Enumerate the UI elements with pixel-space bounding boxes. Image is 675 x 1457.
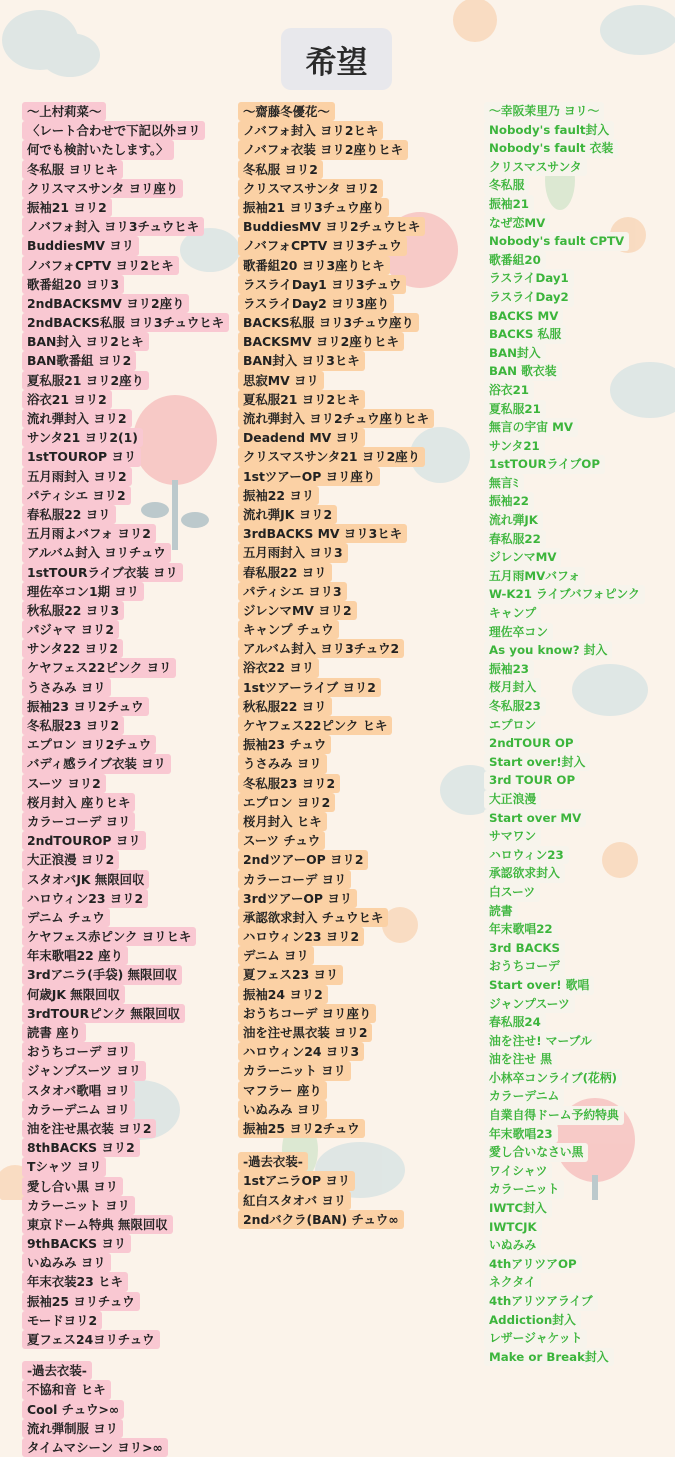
list-item: 夏私服21 ヨリ2ヒキ [238, 390, 365, 409]
list-item: W-K21 ライブバフォピンク [484, 585, 645, 604]
list-item: クリスマスサンタ ヨリ2 [238, 179, 383, 198]
list-item: 振袖25 ヨリチュウ [22, 1292, 140, 1311]
list-item: 大正浪漫 [484, 790, 541, 809]
list-item: ネクタイ [484, 1273, 541, 1292]
list-item: スタオバ歌唱 ヨリ [22, 1081, 135, 1100]
list-item: キャンプ チュウ [238, 620, 339, 639]
list-item: キャンプ [484, 604, 541, 623]
list-item: 〈レート合わせで下記以外ヨリ [22, 121, 205, 140]
list-item: Make or Break封入 [484, 1348, 614, 1367]
list-item: なぜ恋MV [484, 214, 550, 233]
list-item: ワイシャツ [484, 1162, 552, 1181]
list-item: 五月雨封入 ヨリ3 [238, 543, 348, 562]
list-item: BAN歌番組 ヨリ2 [22, 351, 136, 370]
list-item: エプロン ヨリ2チュウ [22, 735, 156, 754]
list-item: カラーデニム [484, 1087, 564, 1106]
list-item: Start over! 歌唱 [484, 976, 594, 995]
list-item: 振袖22 [484, 492, 534, 511]
list-item: カラーコーデ ヨリ [238, 870, 351, 889]
past-costume-item: タイムマシーン ヨリ>∞ [22, 1438, 168, 1457]
past-costume-item: Cool チュウ>∞ [22, 1400, 124, 1419]
list-item: BAN封入 ヨリ2ヒキ [22, 332, 149, 351]
list-item: 春私服24 [484, 1013, 546, 1032]
list-item: 承認欲求封入 [484, 864, 565, 883]
list-item: アルバム封入 ヨリチュウ [22, 543, 171, 562]
list-item: 油を注せ 黒 [484, 1050, 557, 1069]
list-item: Nobody's fault 衣装 [484, 139, 618, 158]
list-item: おうちコーデ [484, 957, 565, 976]
list-item: カラーニット [484, 1180, 564, 1199]
list-item: 小林卒コンライブ(花柄) [484, 1069, 622, 1088]
list-item: いぬみみ ヨリ [22, 1253, 111, 1272]
list-item: 振袖21 [484, 195, 534, 214]
list-item: 愛し合いなさい黒 [484, 1143, 588, 1162]
list-item: 自業自得ドーム予約特典 [484, 1106, 624, 1125]
list-item: 無言の宇宙 MV [484, 418, 578, 437]
list-item: 五月雨MVバフォ [484, 567, 585, 586]
list-item: 3rd BACKS [484, 939, 565, 958]
list-item: BAN封入 [484, 344, 546, 363]
list-item: Tシャツ ヨリ [22, 1157, 106, 1176]
past-costume-item: 2ndバクラ(BAN) チュウ∞ [238, 1210, 404, 1229]
list-item: ノバフォCPTV ヨリ3チュウ [238, 236, 407, 255]
list-item: 年末衣装23 ヒキ [22, 1272, 128, 1291]
list-item: 浴衣21 ヨリ2 [22, 390, 112, 409]
list-item: BACKS私服 ヨリ3チュウ座り [238, 313, 419, 332]
list-item: 1stツアーライブ ヨリ2 [238, 678, 381, 697]
past-costume-item: 不協和音 ヒキ [22, 1380, 111, 1399]
list-item: ジレンマMV ヨリ2 [238, 601, 357, 620]
list-item: 4thアリツアライブ [484, 1292, 598, 1311]
list-item: BAN 歌衣装 [484, 362, 562, 381]
list-item: ハロウィン23 ヨリ2 [22, 889, 148, 908]
list-item: Addiction封入 [484, 1311, 581, 1330]
list-item: レザージャケット [484, 1329, 587, 1348]
list-item: パジャマ ヨリ2 [22, 620, 119, 639]
list-item: IWTC封入 [484, 1199, 552, 1218]
list-item: スーツ チュウ [238, 831, 325, 850]
list-item: BACKS MV [484, 307, 563, 326]
list-item: スーツ ヨリ2 [22, 774, 106, 793]
list-item: 1stTOURライブOP [484, 455, 605, 474]
list-item: 流れ弾封入 ヨリ2チュウ座りヒキ [238, 409, 434, 428]
list-item: 2ndツアーOP ヨリ2 [238, 850, 368, 869]
list-item: ジャンプスーツ ヨリ [22, 1061, 146, 1080]
list-item: 秋私服22 ヨリ3 [22, 601, 124, 620]
list-item: 承認欲求封入 チュウヒキ [238, 908, 388, 927]
list-item: 3rdBACKS MV ヨリ3ヒキ [238, 524, 407, 543]
list-item: 振袖23 [484, 660, 534, 679]
list-item: 3rdアニラ(手袋) 無限回収 [22, 965, 182, 984]
list-item: 五月雨よバフォ ヨリ2 [22, 524, 156, 543]
list-item: 冬私服 [484, 176, 529, 195]
list-item: 桜月封入 [484, 678, 541, 697]
list-item: ～齋藤冬優花～ [238, 102, 335, 121]
list-item: クリスマスサンタ21 ヨリ2座り [238, 447, 425, 466]
list-item: ジレンマMV [484, 548, 561, 567]
list-item: 歌番組20 [484, 251, 546, 270]
list-item: 8thBACKS ヨリ2 [22, 1138, 140, 1157]
list-item: BACKS 私服 [484, 325, 566, 344]
list-item: ラスライDay2 [484, 288, 574, 307]
list-item: モードヨリ2 [22, 1311, 102, 1330]
list-item: 2ndBACKSMV ヨリ2座り [22, 294, 189, 313]
page-title: 希望 [281, 28, 392, 90]
list-item: うさみみ ヨリ [22, 678, 111, 697]
list-item: 五月雨封入 ヨリ2 [22, 467, 132, 486]
list-item: 浴衣22 ヨリ [238, 658, 319, 677]
list-item: 読書 [484, 902, 518, 921]
list-item: 振袖23 ヨリ2チュウ [22, 697, 149, 716]
list-item: ラスライDay2 ヨリ3座り [238, 294, 394, 313]
list-item: サンタ22 ヨリ2 [22, 639, 123, 658]
list-item: 思寂MV ヨリ [238, 371, 324, 390]
list-item: おうちコーデ ヨリ [22, 1042, 135, 1061]
list-item: 油を注せ黒衣装 ヨリ2 [22, 1119, 156, 1138]
list-item: バディ感ライブ衣装 ヨリ [22, 754, 171, 773]
list-item: アルバム封入 ヨリ3チュウ2 [238, 639, 404, 658]
list-item: 桜月封入 ヒキ [238, 812, 327, 831]
list-item: 春私服22 ヨリ [22, 505, 116, 524]
list-item: 油を注せ黒衣装 ヨリ2 [238, 1023, 372, 1042]
list-item: BuddiesMV ヨリ2チュウヒキ [238, 217, 425, 236]
list-item: エプロン ヨリ2 [238, 793, 335, 812]
list-item: 3rdTOURピンク 無限回収 [22, 1004, 185, 1023]
member-list-uemura [22, 102, 234, 1457]
list-item: 1stツアーOP ヨリ座り [238, 467, 380, 486]
list-item: 桜月封入 座りヒキ [22, 793, 135, 812]
list-item: ～幸阪茉里乃 ヨリ～ [484, 102, 604, 121]
list-item: 白スーツ [484, 883, 540, 902]
list-item: 年末歌唱23 [484, 1125, 558, 1144]
list-item: 年末歌唱22 [484, 920, 558, 939]
list-item: BAN封入 ヨリ3ヒキ [238, 351, 365, 370]
list-item: 流れ弾JK [484, 511, 543, 530]
list-item: 4thアリツアOP [484, 1255, 582, 1274]
list-item: 流れ弾封入 ヨリ2 [22, 409, 132, 428]
past-costume-item: 紅白スタオバ ヨリ [238, 1191, 351, 1210]
list-item: いぬみみ [484, 1236, 541, 1255]
list-item: サマワン [484, 827, 541, 846]
list-item: Start over MV [484, 809, 586, 828]
list-item: 3rd TOUR OP [484, 771, 580, 790]
list-item: ノバフォ封入 ヨリ2ヒキ [238, 121, 383, 140]
past-costume-item: 1stアニラOP ヨリ [238, 1171, 355, 1190]
list-item: ノバフォ衣装 ヨリ2座りヒキ [238, 140, 408, 159]
list-item: 愛し合い黒 ヨリ [22, 1177, 123, 1196]
member-list-kosaka [484, 102, 662, 1366]
list-item: 2ndTOUROP ヨリ [22, 831, 146, 850]
list-item: 理佐卒コン1期 ヨリ [22, 582, 144, 601]
list-item: 春私服22 [484, 530, 546, 549]
list-item: 年末歌唱22 座り [22, 946, 128, 965]
list-item: 振袖21 ヨリ2 [22, 198, 112, 217]
list-item: サンタ21 [484, 437, 545, 456]
list-item: 振袖24 ヨリ2 [238, 985, 328, 1004]
list-item: 2ndBACKS私服 ヨリ3チュウヒキ [22, 313, 229, 332]
list-item: 夏フェス24ヨリチュウ [22, 1330, 160, 1349]
list-item: ケヤフェス22ピンク ヒキ [238, 716, 392, 735]
list-item: 1stTOURライブ衣装 ヨリ [22, 563, 183, 582]
list-item: 夏私服21 ヨリ2座り [22, 371, 149, 390]
list-item: 理佐卒コン [484, 623, 553, 642]
list-item: 冬私服23 ヨリ2 [22, 716, 124, 735]
list-item: 読書 座り [22, 1023, 86, 1042]
list-item: 浴衣21 [484, 381, 534, 400]
list-item: 冬私服 ヨリヒキ [22, 160, 123, 179]
list-item: 春私服22 ヨリ [238, 563, 332, 582]
list-item: デニム ヨリ [238, 946, 314, 965]
list-item: ノバフォ封入 ヨリ3チュウヒキ [22, 217, 204, 236]
list-item: 無言ﾐ [484, 474, 524, 493]
list-item: ジャンプスーツ [484, 995, 575, 1014]
list-item: 冬私服23 ヨリ2 [238, 774, 340, 793]
list-item: Deadend MV ヨリ [238, 428, 365, 447]
list-item: 9thBACKS ヨリ [22, 1234, 131, 1253]
list-item: ラスライDay1 ヨリ3チュウ [238, 275, 406, 294]
list-item: 振袖22 ヨリ [238, 486, 319, 505]
list-item: おうちコーデ ヨリ座り [238, 1004, 376, 1023]
list-item: Start over!封入 [484, 753, 590, 772]
list-item: 流れ弾JK ヨリ2 [238, 505, 337, 524]
list-item: 2ndTOUR OP [484, 734, 579, 753]
list-item: カラーニット ヨリ [22, 1196, 135, 1215]
list-item: 振袖25 ヨリ2チュウ [238, 1119, 365, 1138]
list-item: BuddiesMV ヨリ [22, 236, 139, 255]
list-item: ケヤフェス赤ピンク ヨリヒキ [22, 927, 196, 946]
list-item: ハロウィン24 ヨリ3 [238, 1042, 364, 1061]
list-item: パティシエ ヨリ2 [22, 486, 131, 505]
list-item: 冬私服 ヨリ2 [238, 160, 323, 179]
list-item: 1stTOUROP ヨリ [22, 447, 141, 466]
list-item: パティシエ ヨリ3 [238, 582, 347, 601]
past-costume-item: -過去衣装- [22, 1361, 92, 1380]
list-item: 東京ドーム特典 無限回収 [22, 1215, 173, 1234]
list-item: ノバフォCPTV ヨリ2ヒキ [22, 256, 179, 275]
list-item: Nobody's fault封入 [484, 121, 614, 140]
past-costume-item: -過去衣装- [238, 1152, 308, 1171]
list-item: 冬私服23 [484, 697, 546, 716]
list-item: カラーデニム ヨリ [22, 1100, 135, 1119]
list-item: ケヤフェス22ピンク ヨリ [22, 658, 176, 677]
list-item: 何でも検討いたします。〉 [22, 140, 174, 159]
list-item: 大正浪漫 ヨリ2 [22, 850, 119, 869]
list-item: 何歳JK 無限回収 [22, 985, 125, 1004]
member-list-saito [238, 102, 468, 1229]
list-item: カラーコーデ ヨリ [22, 812, 135, 831]
list-item: 3rdツアーOP ヨリ [238, 889, 357, 908]
list-item: サンタ21 ヨリ2(1) [22, 428, 143, 447]
list-item: Nobody's fault CPTV [484, 232, 629, 251]
list-item: 秋私服22 ヨリ [238, 697, 332, 716]
list-item: IWTCJK [484, 1218, 542, 1237]
list-item: 振袖23 チュウ [238, 735, 331, 754]
list-item: うさみみ ヨリ [238, 754, 327, 773]
list-item: 夏フェス23 ヨリ [238, 965, 343, 984]
list-item: クリスマスサンタ [484, 158, 587, 177]
list-item: ～上村莉菜～ [22, 102, 106, 121]
list-item: 油を注せ! マーブル [484, 1032, 597, 1051]
list-item: 歌番組20 ヨリ3 [22, 275, 124, 294]
list-item: BACKSMV ヨリ2座りヒキ [238, 332, 404, 351]
list-item: ハロウィン23 [484, 846, 569, 865]
list-item: 夏私服21 [484, 400, 546, 419]
list-item: マフラー 座り [238, 1081, 327, 1100]
past-costume-item: 流れ弾制服 ヨリ [22, 1419, 123, 1438]
list-item: スタオバJK 無限回収 [22, 870, 149, 889]
list-item: ラスライDay1 [484, 269, 574, 288]
list-item: カラーニット ヨリ [238, 1061, 351, 1080]
list-item: エプロン [484, 716, 541, 735]
list-item: ハロウィン23 ヨリ2 [238, 927, 364, 946]
list-item: 歌番組20 ヨリ3座りヒキ [238, 256, 390, 275]
list-item: デニム チュウ [22, 908, 110, 927]
list-item: クリスマスサンタ ヨリ座り [22, 179, 183, 198]
list-item: 振袖21 ヨリ3チュウ座り [238, 198, 389, 217]
list-item: As you know? 封入 [484, 641, 612, 660]
list-item: いぬみみ ヨリ [238, 1100, 327, 1119]
